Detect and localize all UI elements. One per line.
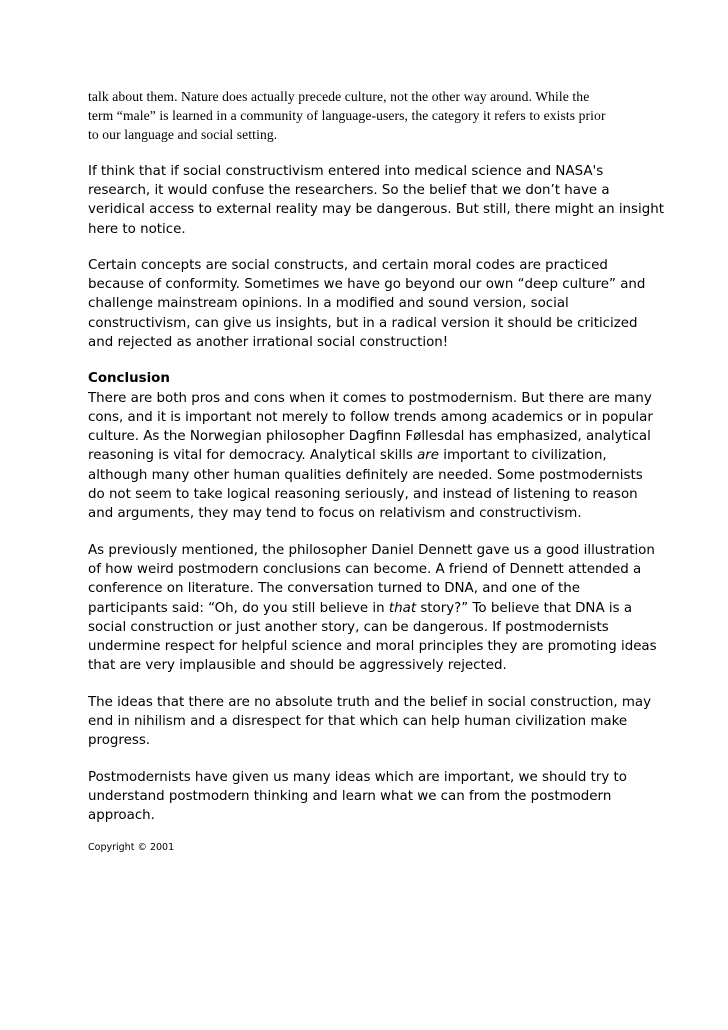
text-line: constructivism, can give us insights, but in a radical version it should be criticized xyxy=(88,315,638,331)
paragraph-dennett-illustration xyxy=(88,541,657,676)
text-line: although many other human qualities definitely are needed. Some postmodernists xyxy=(88,467,643,483)
emphasis-text: are xyxy=(417,448,440,464)
intro-paragraph xyxy=(88,87,648,145)
emphasis-text: that xyxy=(388,600,417,616)
text-line: research, it would confuse the researchers. So the belief that we don’t have a xyxy=(88,182,610,198)
text-line: and rejected as another irrational social construction! xyxy=(88,334,449,350)
text-line: end in nihilism and a disrespect for that which can help human civilization make xyxy=(88,714,628,730)
text-line xyxy=(88,446,648,465)
document-page xyxy=(88,87,664,854)
text-line: culture. As the Norwegian philosopher Dagfinn Føllesdal has emphasized, analytical xyxy=(88,429,651,445)
paragraph-social-constructs xyxy=(88,256,648,352)
text-line: If think that if social constructivism entered into medical science and NASA's xyxy=(88,163,604,179)
text-line: do not seem to take logical reasoning seriously, and instead of listening to reason xyxy=(88,487,638,503)
text-line: Postmodernists have given us many ideas which are important, we should try to xyxy=(88,769,627,785)
text-line: here to notice. xyxy=(88,221,186,237)
text-fragment: important to civilization, xyxy=(439,448,607,464)
text-line: understand postmodern thinking and learn what we can from the postmodern xyxy=(88,788,612,804)
text-line: veridical access to external reality may be dangerous. But still, there might an insight xyxy=(88,202,664,218)
text-line: There are both pros and cons when it comes to postmodernism. But there are many xyxy=(88,390,652,406)
text-line: conference on literature. The conversation turned to DNA, and one of the xyxy=(88,581,580,597)
text-line: undermine respect for helpful science and moral principles they are promoting ideas xyxy=(88,639,657,655)
text-line: cons, and it is important not merely to follow trends among academics or in popular xyxy=(88,409,653,425)
copyright-notice: Copyright © 2001 xyxy=(88,841,175,853)
text-line: challenge mainstream opinions. In a modified and sound version, social xyxy=(88,296,569,312)
paragraph-conclusion xyxy=(88,389,653,524)
text-line: term “male” is learned in a community of language-users, the category it refers to exists prior xyxy=(88,108,606,124)
text-line: because of conformity. Sometimes we have go beyond our own “deep culture” and xyxy=(88,277,646,293)
text-line: progress. xyxy=(88,733,151,749)
text-line: The ideas that there are no absolute truth and the belief in social construction, may xyxy=(88,694,652,710)
text-line: As previously mentioned, the philosopher Daniel Dennett gave us a good illustration xyxy=(88,542,655,558)
paragraph-absolute-truth xyxy=(88,693,652,751)
text-fragment: story?” To believe that DNA is a xyxy=(416,600,633,616)
text-line: of how weird postmodern conclusions can become. A friend of Dennett attended a xyxy=(88,561,642,577)
text-line: talk about them. Nature does actually precede culture, not the other way around. While the xyxy=(88,89,590,104)
text-line: approach. xyxy=(88,808,155,824)
text-fragment: participants said: “Oh, do you still believe in xyxy=(88,600,389,616)
text-fragment: reasoning is vital for democracy. Analytical skills xyxy=(88,448,418,464)
text-line xyxy=(88,599,648,618)
text-line: social construction or just another story, can be dangerous. If postmodernists xyxy=(88,619,609,635)
paragraph-postmodern-ideas xyxy=(88,768,648,826)
text-line: to our language and social setting. xyxy=(88,127,278,143)
conclusion-heading: Conclusion xyxy=(88,371,170,387)
text-line: and arguments, they may tend to focus on relativism and constructivism. xyxy=(88,506,582,522)
text-line: that are very implausible and should be aggressively rejected. xyxy=(88,658,507,674)
text-line: Certain concepts are social constructs, and certain moral codes are practiced xyxy=(88,257,608,273)
paragraph-social-constructivism-science xyxy=(88,162,664,239)
